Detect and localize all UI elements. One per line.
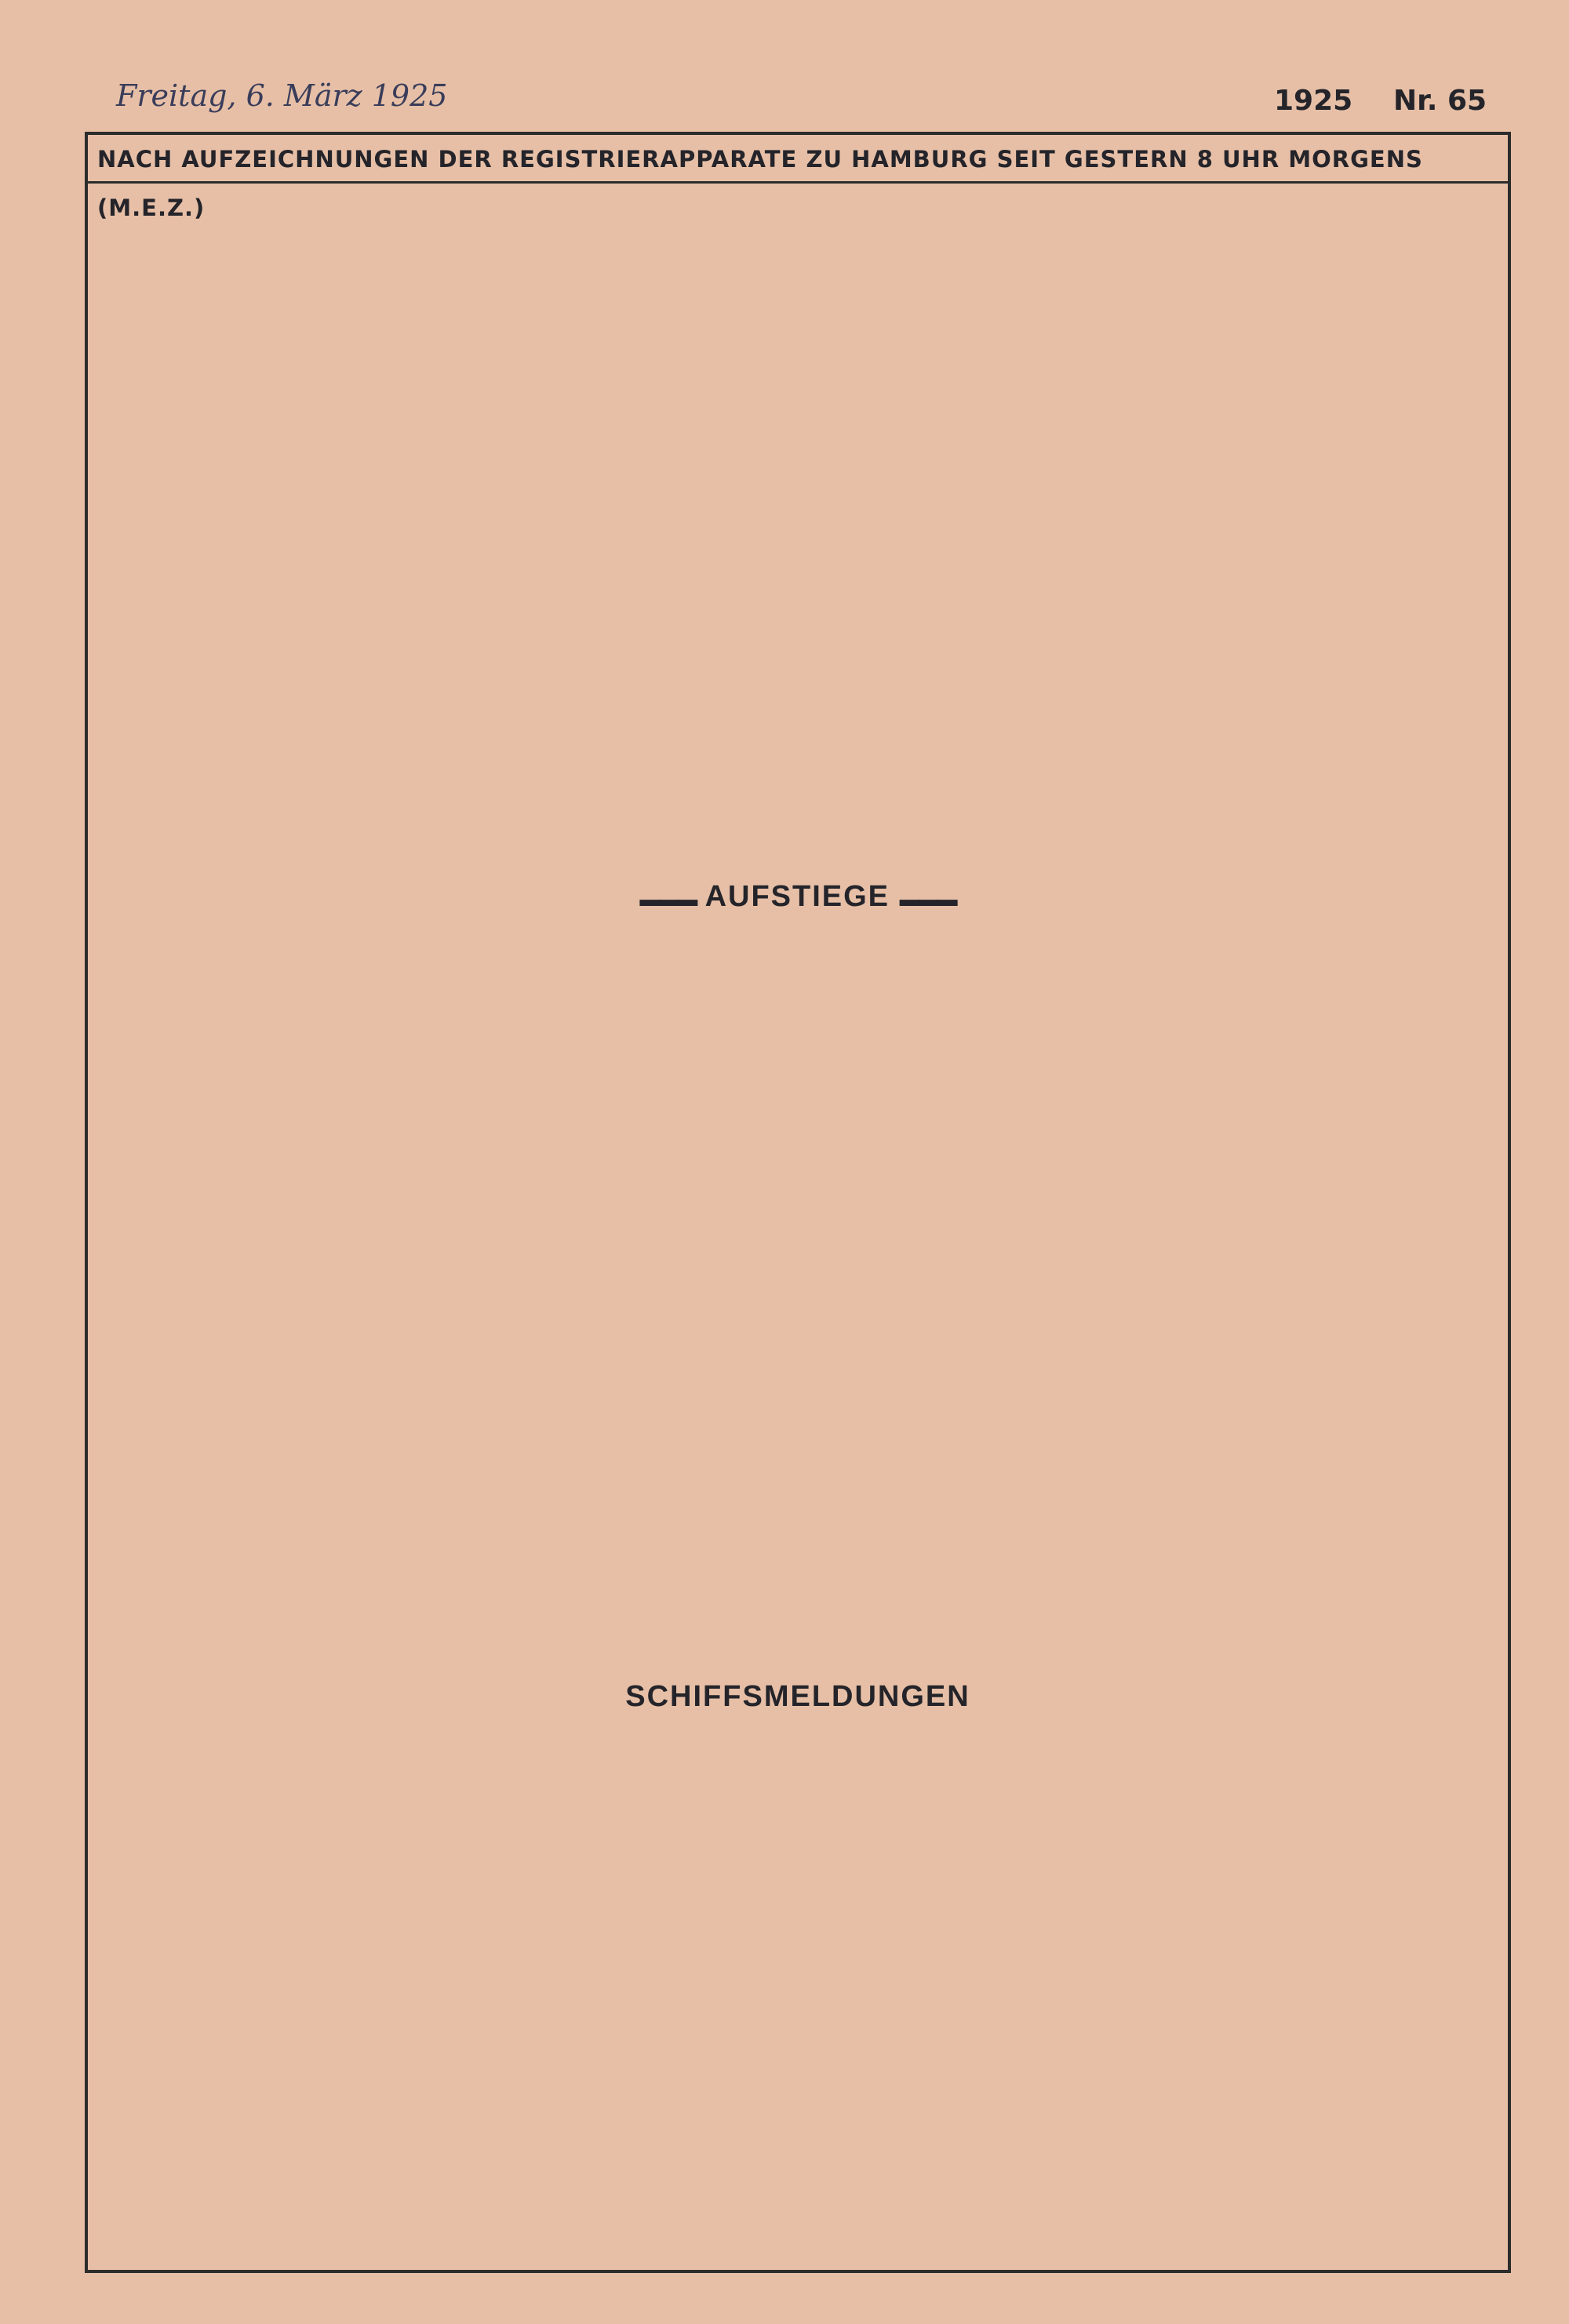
aufstiege-title-wrap — [88, 880, 1508, 914]
masthead-year: 1925 — [1274, 85, 1353, 117]
masthead-number: Nr. 65 — [1393, 85, 1487, 117]
ornament-left: ▬▬▬ — [639, 887, 697, 911]
ornament-right: ▬▬▬ — [899, 887, 956, 911]
aufstiege-title: AUFSTIEGE — [704, 880, 890, 913]
schiffsmeldungen-title: SCHIFFSMELDUNGEN — [625, 1680, 970, 1713]
sheet-header: NACH AUFZEICHNUNGEN DER REGISTRIERAPPARATE ZU HAMBURG SEIT GESTERN 8 UHR MORGENS (M.E.Z.) — [88, 135, 1508, 184]
weather-sheet — [85, 132, 1511, 2273]
masthead-date: Freitag, 6. März 1925 — [116, 78, 448, 113]
